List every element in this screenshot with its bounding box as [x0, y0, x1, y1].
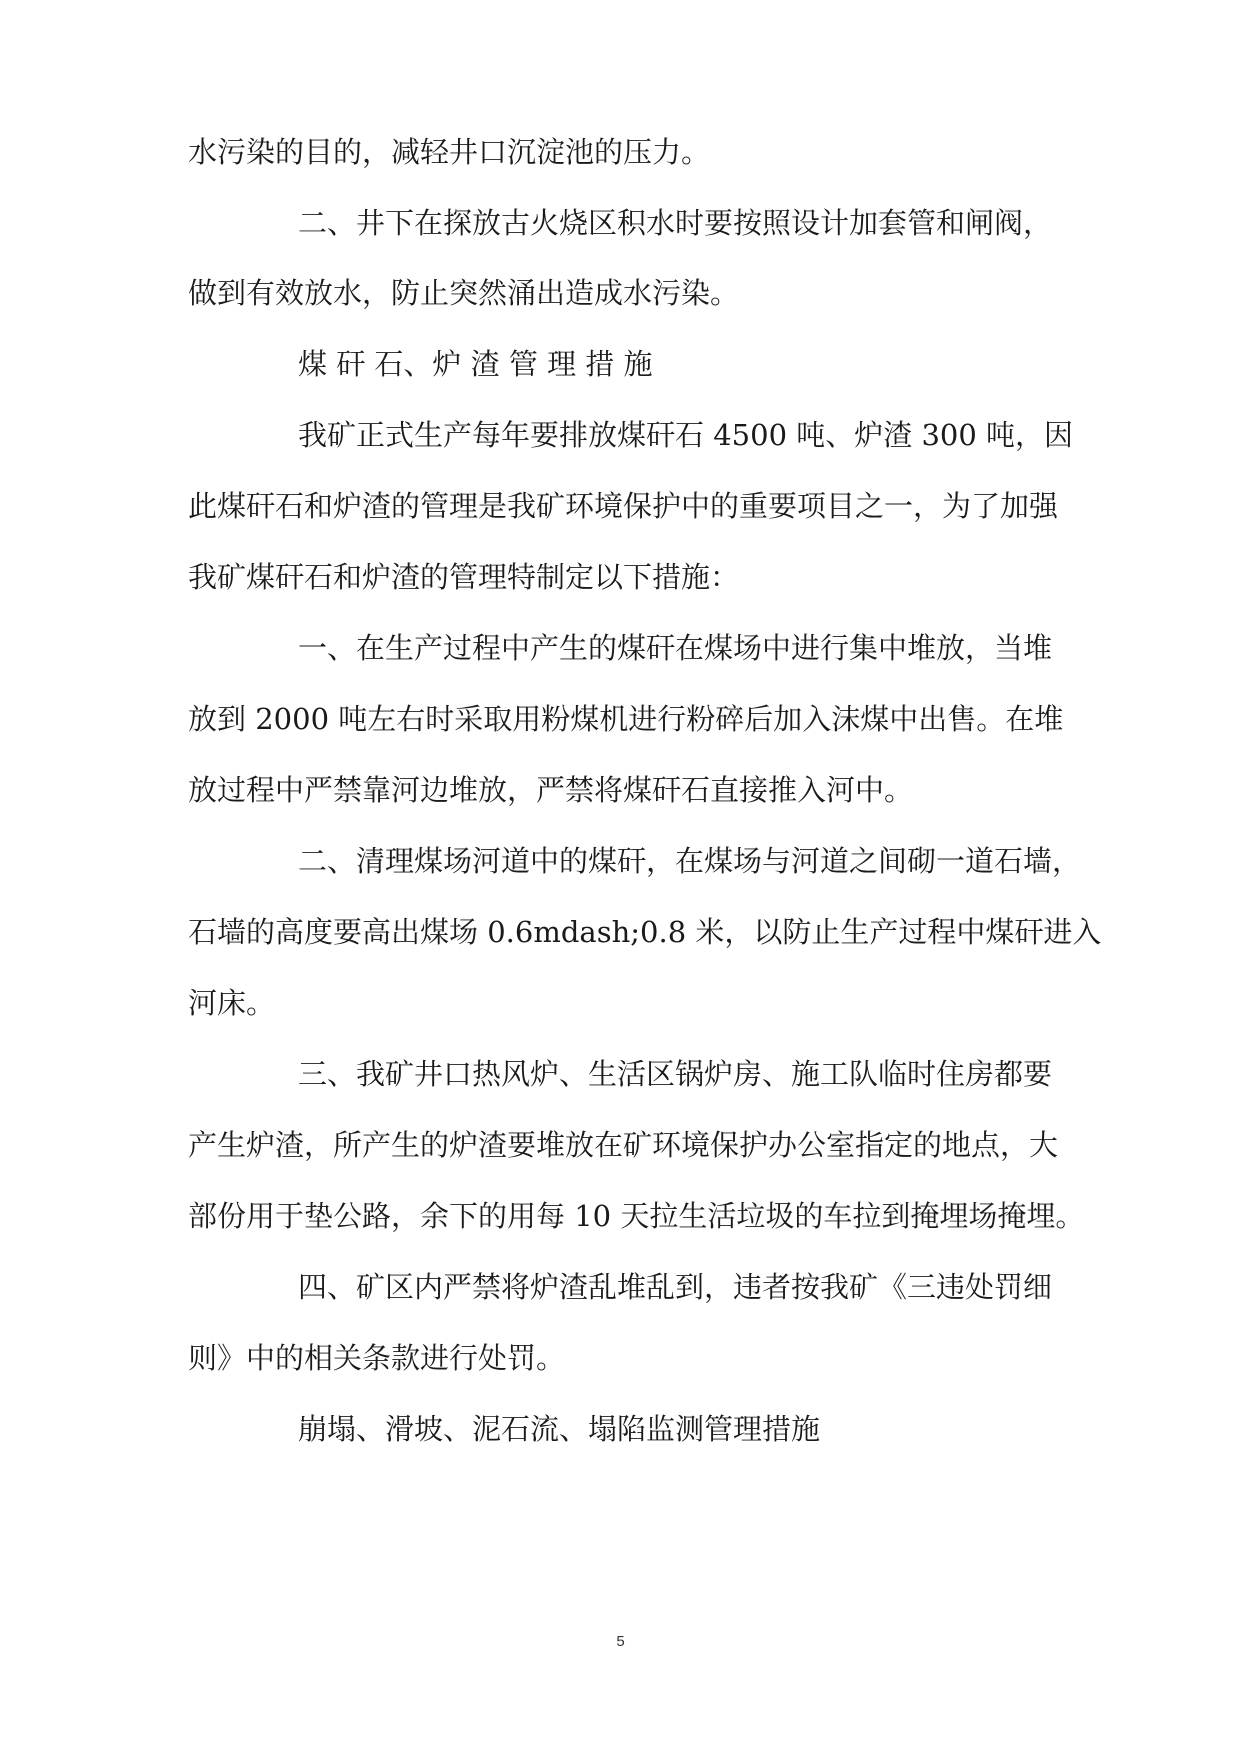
page-number: 5 — [616, 1633, 625, 1650]
text-line: 石墙的高度要高出煤场 0.6mdash;0.8 米，以防止生产过程中煤矸进入 — [188, 915, 1102, 949]
text-line: 我矿正式生产每年要排放煤矸石 4500 吨、炉渣 300 吨，因 — [298, 418, 1074, 452]
text-line: 放过程中严禁靠河边堆放，严禁将煤矸石直接推入河中。 — [188, 773, 914, 807]
text-line: 河床。 — [188, 986, 276, 1020]
text-line: 产生炉渣，所产生的炉渣要堆放在矿环境保护办公室指定的地点，大 — [188, 1128, 1059, 1162]
text-line: 做到有效放水，防止突然涌出造成水污染。 — [188, 276, 740, 310]
text-line: 二、井下在探放古火烧区积水时要按照设计加套管和闸阀， — [298, 206, 1053, 240]
text-line: 此煤矸石和炉渣的管理是我矿环境保护中的重要项目之一，为了加强 — [188, 489, 1059, 523]
text-line: 四、矿区内严禁将炉渣乱堆乱到，违者按我矿《三违处罚细 — [298, 1270, 1053, 1304]
text-line: 则》中的相关条款进行处罚。 — [188, 1341, 566, 1375]
section-heading: 煤 矸 石、炉 渣 管 理 措 施 — [298, 347, 653, 381]
text-line: 水污染的目的，减轻井口沉淀池的压力。 — [188, 135, 711, 169]
text-line: 我矿煤矸石和炉渣的管理特制定以下措施： — [188, 560, 740, 594]
section-heading: 崩塌、滑坡、泥石流、塌陷监测管理措施 — [298, 1412, 821, 1446]
text-line: 一、在生产过程中产生的煤矸在煤场中进行集中堆放，当堆 — [298, 631, 1053, 665]
text-line: 部份用于垫公路，余下的用每 10 天拉生活垃圾的车拉到掩埋场掩埋。 — [188, 1199, 1085, 1233]
text-line: 二、清理煤场河道中的煤矸，在煤场与河道之间砌一道石墙， — [298, 844, 1082, 878]
text-line: 放到 2000 吨左右时采取用粉煤机进行粉碎后加入沫煤中出售。在堆 — [188, 702, 1064, 736]
text-line: 三、我矿井口热风炉、生活区锅炉房、施工队临时住房都要 — [298, 1057, 1053, 1091]
